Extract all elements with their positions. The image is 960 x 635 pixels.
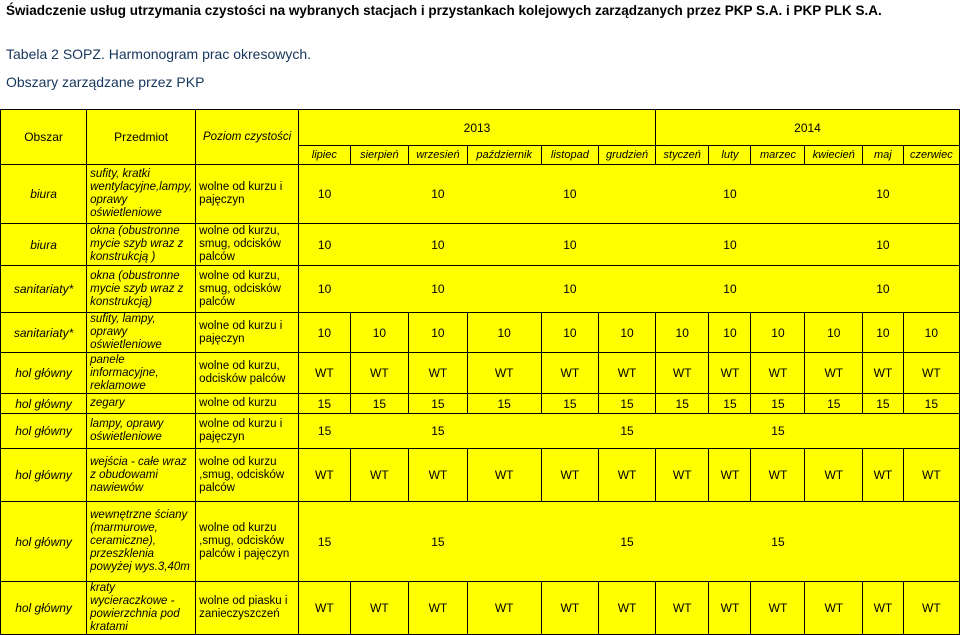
table-row: [1, 224, 960, 266]
frequency-cell: [467, 165, 541, 224]
frequency-cell: WT: [903, 449, 959, 502]
month-header: luty: [709, 146, 751, 165]
frequency-cell: 15: [541, 394, 599, 414]
frequency-cell: [655, 414, 708, 449]
area-cell: biura: [1, 165, 87, 224]
frequency-cell: [655, 224, 708, 266]
frequency-cell: WT: [903, 582, 959, 635]
frequency-cell: 10: [751, 313, 805, 353]
month-header: marzec: [751, 146, 805, 165]
month-header: listopad: [541, 146, 599, 165]
frequency-cell: 10: [863, 224, 904, 266]
subject-cell: okna (obustronne mycie szyb wraz z konstrukcją ): [87, 224, 196, 266]
month-header: maj: [863, 146, 904, 165]
frequency-cell: WT: [805, 582, 863, 635]
frequency-cell: 10: [541, 165, 599, 224]
frequency-cell: 15: [409, 502, 468, 582]
header-year-2014: 2014: [655, 110, 959, 146]
frequency-cell: [655, 266, 708, 313]
frequency-cell: 10: [805, 313, 863, 353]
frequency-cell: WT: [467, 449, 541, 502]
area-cell: hol główny: [1, 394, 87, 414]
frequency-cell: 15: [751, 414, 805, 449]
frequency-cell: WT: [467, 353, 541, 394]
cleanliness-level-cell: wolne od kurzu i pajęczyn: [196, 165, 299, 224]
frequency-cell: 15: [751, 394, 805, 414]
frequency-cell: [805, 414, 863, 449]
subject-cell: okna (obustronne mycie szyb wraz z konstrukcją): [87, 266, 196, 313]
frequency-cell: [805, 502, 863, 582]
frequency-cell: [599, 224, 656, 266]
frequency-cell: [467, 502, 541, 582]
subject-cell: sufity, lampy, oprawy oświetleniowe: [87, 313, 196, 353]
frequency-cell: 10: [350, 313, 408, 353]
frequency-cell: 15: [805, 394, 863, 414]
subject-cell: wejścia - całe wraz z obudowami nawiewów: [87, 449, 196, 502]
frequency-cell: [350, 266, 408, 313]
table-row: [1, 165, 960, 224]
area-cell: hol główny: [1, 353, 87, 394]
month-header: lipiec: [299, 146, 351, 165]
frequency-cell: WT: [541, 582, 599, 635]
frequency-cell: 10: [863, 165, 904, 224]
frequency-cell: [903, 224, 959, 266]
month-header: kwiecień: [805, 146, 863, 165]
frequency-cell: [805, 266, 863, 313]
area-cell: hol główny: [1, 449, 87, 502]
frequency-cell: 15: [599, 502, 656, 582]
area-cell: hol główny: [1, 582, 87, 635]
area-cell: sanitariaty*: [1, 266, 87, 313]
frequency-cell: [350, 414, 408, 449]
frequency-cell: WT: [409, 582, 468, 635]
frequency-cell: WT: [863, 582, 904, 635]
frequency-cell: 10: [709, 224, 751, 266]
subject-cell: lampy, oprawy oświetleniowe: [87, 414, 196, 449]
frequency-cell: [863, 414, 904, 449]
frequency-cell: WT: [350, 449, 408, 502]
frequency-cell: WT: [863, 449, 904, 502]
cleanliness-level-cell: wolne od kurzu ,smug, odcisków palców: [196, 449, 299, 502]
frequency-cell: WT: [599, 353, 656, 394]
frequency-cell: 15: [599, 394, 656, 414]
subject-cell: panele informacyjne, reklamowe: [87, 353, 196, 394]
frequency-cell: [599, 165, 656, 224]
header-year-2013: 2013: [299, 110, 656, 146]
frequency-cell: WT: [409, 353, 468, 394]
frequency-cell: WT: [655, 353, 708, 394]
table-row: [1, 266, 960, 313]
frequency-cell: 10: [863, 266, 904, 313]
frequency-cell: 10: [903, 313, 959, 353]
frequency-cell: WT: [599, 449, 656, 502]
frequency-cell: WT: [541, 353, 599, 394]
frequency-cell: [863, 502, 904, 582]
cleanliness-level-cell: wolne od kurzu i pajęczyn: [196, 313, 299, 353]
table-row: [1, 449, 960, 502]
subject-cell: kraty wycieraczkowe - powierzchnia pod kratami: [87, 582, 196, 635]
header-subject: Przedmiot: [87, 110, 196, 165]
subject-cell: wewnętrzne ściany (marmurowe, ceramiczne), przeszklenia powyżej wys.3,40m: [87, 502, 196, 582]
cleanliness-level-cell: wolne od kurzu: [196, 394, 299, 414]
frequency-cell: 10: [709, 313, 751, 353]
cleanliness-level-cell: wolne od piasku i zanieczyszczeń: [196, 582, 299, 635]
frequency-cell: 15: [299, 502, 351, 582]
table-row: [1, 353, 960, 394]
frequency-cell: 10: [655, 313, 708, 353]
frequency-cell: [350, 165, 408, 224]
frequency-cell: 10: [299, 224, 351, 266]
schedule-body: [1, 165, 960, 635]
frequency-cell: [467, 224, 541, 266]
frequency-cell: WT: [409, 449, 468, 502]
frequency-cell: WT: [655, 582, 708, 635]
frequency-cell: [350, 502, 408, 582]
document-title: Świadczenie usług utrzymania czystości na wybranych stacjach i przystankach kolejowych zarządzanych przez PKP S.A. i PKP PLK S.A.: [6, 3, 882, 18]
frequency-cell: 10: [467, 313, 541, 353]
frequency-cell: [655, 165, 708, 224]
frequency-cell: WT: [709, 449, 751, 502]
area-cell: hol główny: [1, 414, 87, 449]
header-level: Poziom czystości: [196, 110, 299, 165]
frequency-cell: WT: [350, 353, 408, 394]
frequency-cell: WT: [709, 582, 751, 635]
table-row: [1, 414, 960, 449]
frequency-cell: 10: [409, 266, 468, 313]
cleanliness-level-cell: wolne od kurzu i pajęczyn: [196, 414, 299, 449]
frequency-cell: [655, 502, 708, 582]
frequency-cell: 15: [863, 394, 904, 414]
frequency-cell: 10: [409, 165, 468, 224]
frequency-cell: WT: [541, 449, 599, 502]
month-header: wrzesień: [409, 146, 468, 165]
header-area: Obszar: [1, 110, 87, 165]
table-row: [1, 313, 960, 353]
frequency-cell: 10: [541, 224, 599, 266]
frequency-cell: [350, 224, 408, 266]
frequency-cell: 10: [709, 266, 751, 313]
frequency-cell: [541, 502, 599, 582]
frequency-cell: 15: [903, 394, 959, 414]
frequency-cell: WT: [599, 582, 656, 635]
frequency-cell: [709, 502, 751, 582]
frequency-cell: [751, 165, 805, 224]
subject-cell: sufity, kratki wentylacyjne,lampy, oprawy oświetleniowe: [87, 165, 196, 224]
cleanliness-level-cell: wolne od kurzu ,smug, odcisków palców i pajęczyn: [196, 502, 299, 582]
area-cell: hol główny: [1, 502, 87, 582]
frequency-cell: 10: [541, 266, 599, 313]
frequency-cell: [467, 266, 541, 313]
frequency-cell: 10: [863, 313, 904, 353]
frequency-cell: WT: [903, 353, 959, 394]
frequency-cell: 15: [655, 394, 708, 414]
frequency-cell: [751, 266, 805, 313]
month-header: czerwiec: [903, 146, 959, 165]
frequency-cell: 15: [599, 414, 656, 449]
frequency-cell: WT: [350, 582, 408, 635]
frequency-cell: WT: [467, 582, 541, 635]
frequency-cell: [903, 502, 959, 582]
frequency-cell: WT: [863, 353, 904, 394]
frequency-cell: 15: [467, 394, 541, 414]
frequency-cell: 15: [709, 394, 751, 414]
cleanliness-level-cell: wolne od kurzu, odcisków palców: [196, 353, 299, 394]
frequency-cell: 15: [350, 394, 408, 414]
frequency-cell: [467, 414, 541, 449]
month-header: sierpień: [350, 146, 408, 165]
frequency-cell: 10: [299, 266, 351, 313]
frequency-cell: 10: [599, 313, 656, 353]
cleanliness-level-cell: wolne od kurzu, smug, odcisków palców: [196, 266, 299, 313]
area-cell: sanitariaty*: [1, 313, 87, 353]
cleanliness-level-cell: wolne od kurzu, smug, odcisków palców: [196, 224, 299, 266]
month-header: styczeń: [655, 146, 708, 165]
frequency-cell: [805, 165, 863, 224]
frequency-cell: [903, 414, 959, 449]
frequency-cell: WT: [751, 353, 805, 394]
frequency-cell: WT: [805, 353, 863, 394]
frequency-cell: [709, 414, 751, 449]
frequency-cell: [541, 414, 599, 449]
frequency-cell: [751, 224, 805, 266]
frequency-cell: 15: [299, 394, 351, 414]
subject-cell: zegary: [87, 394, 196, 414]
frequency-cell: WT: [751, 449, 805, 502]
frequency-cell: 10: [709, 165, 751, 224]
month-header: grudzień: [599, 146, 656, 165]
frequency-cell: WT: [751, 582, 805, 635]
frequency-cell: WT: [805, 449, 863, 502]
month-header: październik: [467, 146, 541, 165]
frequency-cell: 10: [299, 313, 351, 353]
frequency-cell: [903, 165, 959, 224]
frequency-cell: WT: [655, 449, 708, 502]
frequency-cell: 15: [751, 502, 805, 582]
frequency-cell: WT: [709, 353, 751, 394]
table-row: [1, 582, 960, 635]
schedule-table: [0, 109, 960, 635]
frequency-cell: WT: [299, 582, 351, 635]
frequency-cell: 15: [409, 394, 468, 414]
frequency-cell: 10: [409, 224, 468, 266]
frequency-cell: 10: [409, 313, 468, 353]
frequency-cell: [599, 266, 656, 313]
table-row: [1, 502, 960, 582]
frequency-cell: 10: [299, 165, 351, 224]
table-label: Tabela 2 SOPZ. Harmonogram prac okresowych.: [6, 46, 312, 62]
frequency-cell: [805, 224, 863, 266]
frequency-cell: 15: [299, 414, 351, 449]
frequency-cell: 15: [409, 414, 468, 449]
section-subtitle: Obszary zarządzane przez PKP: [6, 74, 205, 90]
frequency-cell: [903, 266, 959, 313]
table-row: [1, 394, 960, 414]
frequency-cell: WT: [299, 449, 351, 502]
frequency-cell: 10: [541, 313, 599, 353]
area-cell: biura: [1, 224, 87, 266]
frequency-cell: WT: [299, 353, 351, 394]
